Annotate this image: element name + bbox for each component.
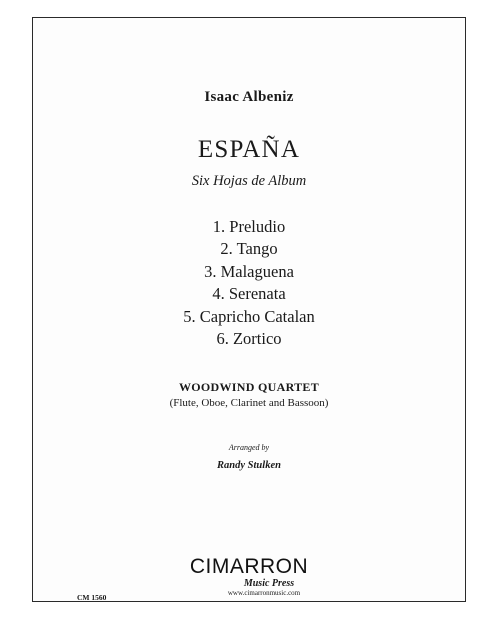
work-title: ESPAÑA <box>197 136 301 163</box>
work-subtitle: Six Hojas de Album <box>191 173 307 189</box>
catalog-number: CM 1560 <box>77 593 107 602</box>
publisher-name: CIMARRON <box>189 555 309 578</box>
movement-list <box>33 216 465 350</box>
movement-item: 5. Capricho Catalan <box>183 306 315 326</box>
publisher-url: www.cimarronmusic.com <box>227 589 301 597</box>
movement-item: 6. Zortico <box>216 329 282 349</box>
movement-item: 2. Tango <box>220 239 278 259</box>
publisher-subtitle: Music Press <box>243 578 295 589</box>
movement-item: 3. Malaguena <box>204 261 294 281</box>
instrumentation: (Flute, Oboe, Clarinet and Bassoon) <box>169 397 329 409</box>
movement-item: 4. Serenata <box>212 284 286 304</box>
arranger-name: Randy Stulken <box>217 460 281 471</box>
arranged-by-label: Arranged by <box>228 443 270 452</box>
score-cover-page <box>32 17 466 602</box>
ensemble-label: WOODWIND QUARTET <box>178 380 320 394</box>
movement-item: 1. Preludio <box>212 217 286 236</box>
composer-name: Isaac Albeniz <box>204 89 294 105</box>
